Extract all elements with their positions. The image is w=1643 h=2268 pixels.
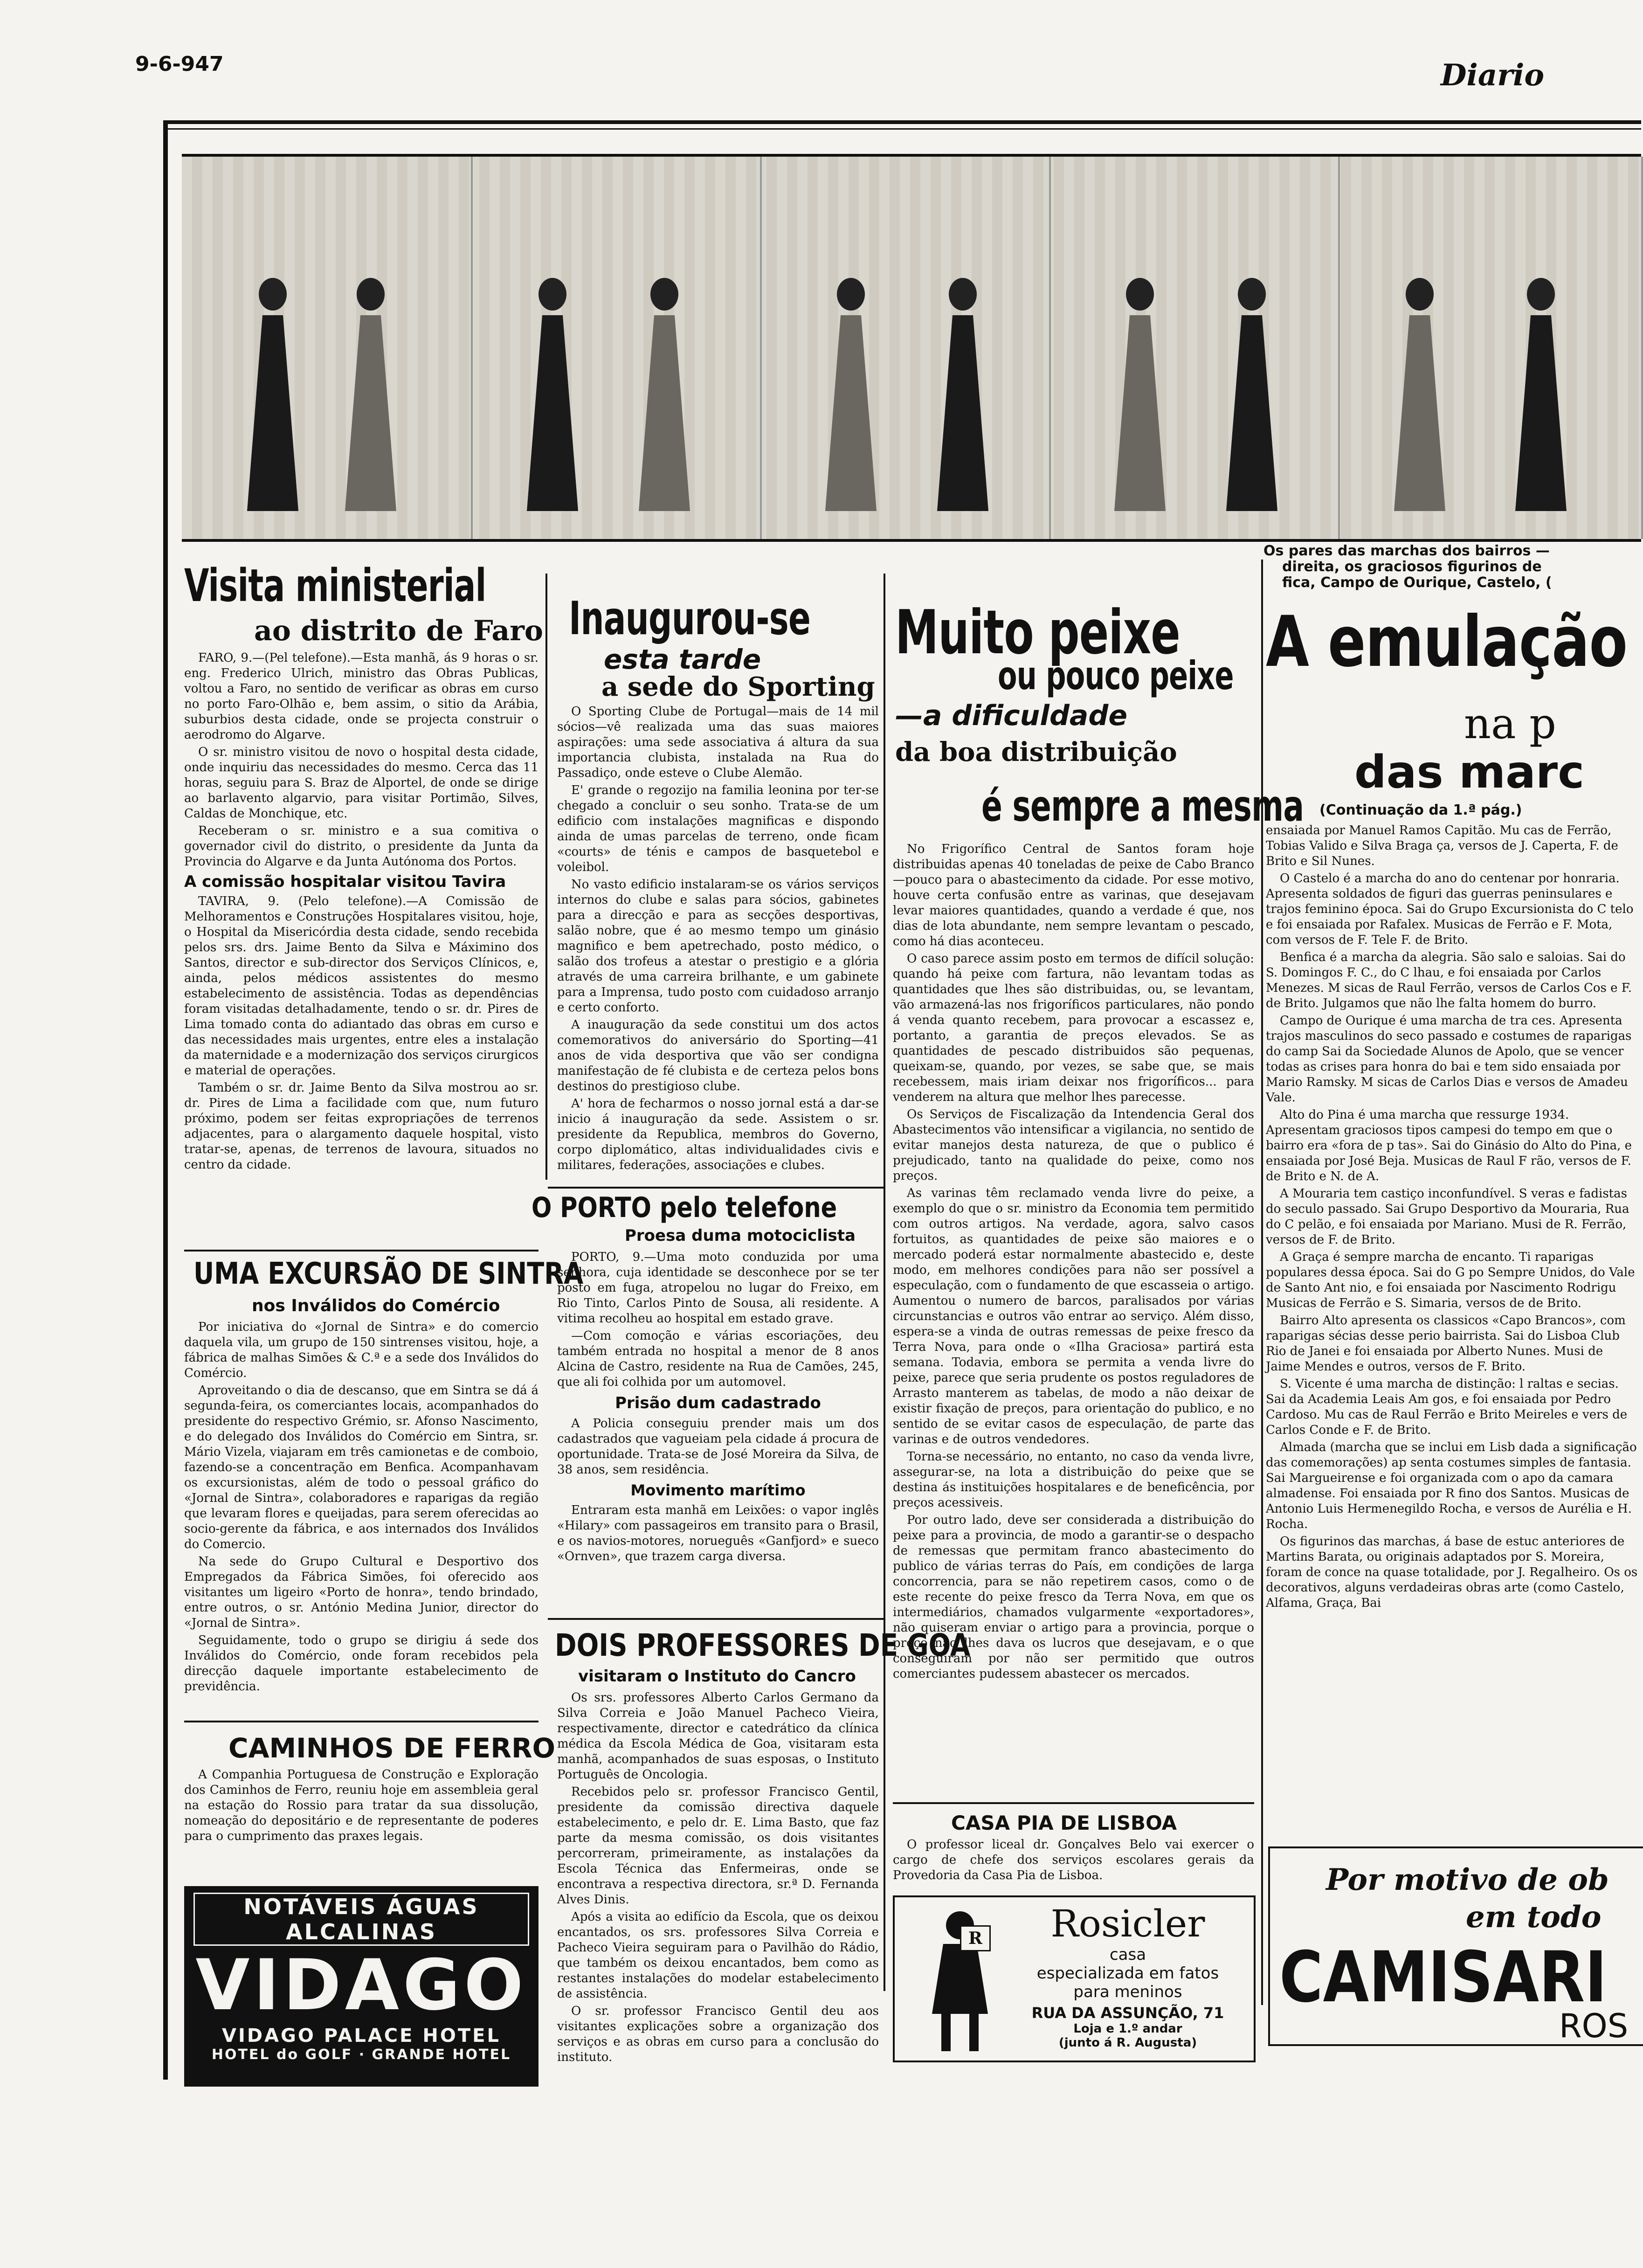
emulacao-body: ensaiada por Manuel Ramos Capitão. Mu cas de Ferrão, Tobias Valido e Silva Braga ça, versos de J. Caperta, F. de Brito e Sil Nunes. O Castelo é a marcha do ano do centenar por honraria. Apresenta soldados de figuri das guerras peninsulares e trajos feminino época. Sai do Grupo Excursionista do C telo e foi ensaiada por Rafalex. Musicas de Ferrão e F. Mota, com versos de F. Tele F. de Brito. Benfica é a marcha da alegria. São salo e saloias. Sai do S. Domingos F. C., do C lhau, e foi ensaiada por Carlos Menezes. M sicas de Raul Ferrão, versos de Carlos Cos e F. de Brito. Julgamos que não lhe falta homem do burro. Campo de Ourique é uma marcha de tra ces. Apresenta trajos masculinos do seco passado e costumes de raparigas do camp Sai da Sociedade Alunos de Apolo, que se vencer todas as crises para honra do bai e tem sido ensaiada por Mario Ramsky. M sicas de Carlos Dias e versos de Amadeu Vale. Alto do Pina é uma marcha que ressurge 1934. Apresentam graciosos tipos campesi do tempo em que o bairro era «fora de p tas». Sai do Ginásio do Alto do Pina, e ensaiada por José Beja. Musicas de Raul F rão, versos de F. de Brito e N. de A. A Mouraria tem castiço inconfundível. S veras e fadistas do seculo passado. Sai Grupo Desportivo da Mouraria, Rua do C pelão, e foi ensaiada por Mariano. Musi de R. Ferrão, versos de F. de Brito. A Graça é sempre marcha de encanto. Ti raparigas populares dessa época. Sai do G po Sempre Unidos, do Vale de Santo Ant nio, e foi ensaiada por Nascimento Rodrigu Musicas de Ferrão e S. Simaria, versos de de Brito. Bairro Alto apresenta os classicos «Capo Brancos», com raparigas sécias desse perio bairrista. Sai do Lisboa Club Rio de Janei e foi ensaiada por Alberto Nunes. Musi de Jaime Mendes e outros, versos de F. Brito. S. Vicente é uma marcha de distinção: l raltas e secias. Sai da Academia Leais Am gos, e foi ensaiada por Pedro Cardoso. Mu cas de Raul Ferrão e Brito Meireles e vers de Carlos Conde e F. de Brito. Almada (marcha que se inclui em Lisb dada a significação das comemorações) ap senta costumes simples de fantasia. Sai Margueirense e foi organizada com o apo da camara almadense. Foi ensaiada por R fino dos Santos. Musicas de Antonio Luis Hermenegildo Rocha, e versos de Aurélia e H. Rocha. Os figurinos das marchas, á base de estuc anteriores de Martins Barata, ou originais adaptados por S. Moreira, foram de conce na quase totalidade, por J. Regalheiro. Os os decorativos, alguns verdadeiras obras arte (como Castelo, Alfama, Graça, Bai [1266, 823, 1638, 1610]
porto-sub1: Proesa duma motociclista [625, 1226, 856, 1245]
camisaria-ad: Por motivo de ob em todo CAMISARI ROS [1268, 1846, 1643, 2046]
caminhos-body: A Companhia Portuguesa de Construção e Exploração dos Caminhos de Ferro, reuniu hoje em assembleia geral na estação do Rossio para tratar da sua dissolução, nomeação do depositário e de representante de poderes para o cumprimento das praxes legais. [184, 1768, 538, 1843]
porto-body: PORTO, 9.—Uma moto conduzida por uma senhora, cuja identidade se desconhece por se ter posto em fuga, atropelou no lugar do Freixo, em Rio Tinto, Carlos Pinto de Sousa, ali residente. A vitima recolheu ao hospital em estado grave. —Com comoção e várias escoriações, deu também entrada no hospital a menor de 8 anos Alcina de Castro, residente na Rua de Camões, 245, que ali foi colhida por um automovel. Prisão dum cadastrado A Policia conseguiu prender mais um dos cadastrados que vagueiam pela cidade á procura de oportunidade. Trata-se de José Moreira da Silva, de 38 anos, sem residência. Movimento marítimo Entraram esta manhã em Leixões: o vapor inglês «Hilary» com passageiros em transito para o Brasil, e os navios-motores, norueguês «Ganfjord» e sueco «Ornven», que trazem carga diversa. [557, 1250, 879, 1563]
masthead: Diario [1441, 58, 1544, 93]
inaugurou-subtitle1: esta tarde [604, 643, 761, 675]
peixe-title1: Muito peixe [895, 597, 1180, 668]
excursao-body: Por iniciativa do «Jornal de Sintra» e do comercio daquela vila, um grupo de 150 sintrenses visitou, hoje, a fábrica de malhas Simões & C.ª e a sede dos Inválidos do Comércio. Aproveitando o dia de descanso, que em Sintra se dá á segunda-feira, os comerciantes locais, acompanhados do presidente do respectivo Grémio, sr. Afonso Nascimento, e do delegado dos Inválidos do Comércio em Sintra, sr. Mário Vizela, viajaram em três camionetas e de comboio, fazendo-se a concentração em Benfica. Acompanhavam os excursionistas, além de todo o pessoal gráfico do «Jornal de Sintra», colaboradores e raparigas da região que levaram flores e queijadas, para serem oferecidas ao socio-gerente da fábrica, e aos internados dos Inválidos do Comercio. Na sede do Grupo Cultural e Desportivo dos Empregados da Fábrica Simões, foi oferecido aos visitantes um ligeiro «Porto de honra», tendo brindado, entre outros, o sr. António Medina Junior, director do «Jornal de Sintra». Seguidamente, todo o grupo se dirigiu á sede dos Inválidos do Comércio, onde foram recebidos pela direcção daquele importante estabelecimento de previdência. [184, 1320, 538, 1694]
emulacao-cont: (Continuação da 1.ª pág.) [1319, 802, 1522, 818]
rosicler-logo: R [960, 1925, 991, 1951]
peixe-title3: —a dificuldade [895, 699, 1128, 732]
visita-title: Visita ministerial [184, 560, 486, 612]
marchas-illustration [182, 154, 1641, 542]
porto-title: O PORTO pelo telefone [532, 1191, 837, 1224]
inaugurou-subtitle2: a sede do Sporting [601, 671, 875, 702]
peixe-body: No Frigorífico Central de Santos foram hoje distribuidas apenas 40 toneladas de peixe de Cabo Branco—pouco para o abastecimento da cidade. Por esse motivo, houve certa confusão entre as varinas, que desejavam levar maiores quantidades, quando a verdade é que, nos dias de lota abundante, nem sempre levantam o pescado, como há dias aconteceu. O caso parece assim posto em termos de difícil solução: quando há peixe com fartura, não levantam todas as quantidades que lhes são distribuidas, ou, se levantam, vão armazená-las nos frigoríficos particulares, não pondo á venda quanto recebem, para provocar a escassez e, portanto, a garantia de preços elevados. Se as quantidades de pescado distribuidos são pequenas, queixam-se, quando, por vezes, se sabe que, se mais recebessem, mais iriam deixar nos frigoríficos... para venderem na altura que melhor lhes parecesse. Os Serviços de Fiscalização da Intendencia Geral dos Abastecimentos vão intensificar a vigilancia, no sentido de evitar manejos desta natureza, de que o publico é prejudicado, tanto na qualidade do peixe, como nos preços. As varinas têm reclamado venda livre do peixe, a exemplo do que o sr. ministro da Economia tem permitido com outros artigos. Na verdade, agora, salvo casos fortuitos, as quantidades de peixe são maiores e o mercado poderá estar normalmente abastecido e, deste modo, em melhores condições para não ser possível a especulação, com o fundamento de que escasseia o artigo. Aumentou o numero de barcos, paralisados por várias circunstancias e outros vão entrar ao serviço. Além disso, espera-se a vinda de outras remessas de peixe fresco da Terra Nova, para onde o «Ilha Graciosa» partirá esta semana. Todavia, embora se permita a venda livre do peixe, parece que seria prudente os postos reguladores de Arrasto manterem as tabelas, de modo a não deixar de existir fixação de preços, para orientação do publico, e no sentido de se evitar casos de especulação, de parte das varinas e de outros vendedores. Torna-se necessário, no entanto, no caso da venda livre, assegurar-se, na lota a distribuição do peixe que se destina ás instituições hospitalares e de beneficência, por preços acessiveis. Por outro lado, deve ser considerada a distribuição do peixe para a provincia, de modo a garantir-se o despacho de remessas que permitam franco abastecimento do publico de várias terras do País, em condições de larga concorrencia, para se não repetirem casos, como o de este recente do peixe fresco da Terra Nova, em que os intermediários, chamados vulgarmente «exportadores», não quiseram enviar o artigo para a provincia, porque o preço não lhes dava os lucros que desejavam, e o que conseguiram por não ser permitido que outros comerciantes pudessem abastecer os mercados. [893, 842, 1254, 1681]
left-border [163, 121, 168, 2080]
peixe-title2: ou pouco peixe [998, 653, 1234, 698]
visita-body: FARO, 9.—(Pel telefone).—Esta manhã, ás 9 horas o sr. eng. Frederico Ulrich, ministro das Obras Publicas, voltou a Faro, no sentido de verificar as obras em curso no porto Faro-Olhão e, bem assim, o sitio da Arábia, suburbios desta cidade, onde se projecta construir o aerodromo do Algarve. O sr. ministro visitou de novo o hospital desta cidade, onde inquiriu das necessidades do mesmo. Cerca das 11 horas, seguiu para S. Braz de Alportel, de onde se dirige ao barlavento algarvio, para visitar Portimão, Silves, Caldas de Monchique, etc. Receberam o sr. ministro e a sua comitiva o governador civil do distrito, o presidente da Junta da Provincia do Algarve e da Junta Autónoma dos Portos. A comissão hospitalar visitou Tavira TAVIRA, 9. (Pelo telefone).—A Comissão de Melhoramentos e Construções Hospitalares visitou, hoje, o Hospital da Misericórdia desta cidade, sendo recebida pelos srs. drs. Jaime Bento da Silva e Máximino dos Santos, director e sub-director dos Serviços Clínicos, e, ainda, pelos médicos assistentes do mesmo estabelecimento de assistência. Todas as dependências foram visitadas detalhadamente, tendo o sr. dr. Pires de Lima tomado conta do adiantado das obras em curso e das necessidades mais urgentes, entre eles a instalação da maternidade e a modernização dos serviços cirurgicos e material de operações. Também o sr. dr. Jaime Bento da Silva mostrou ao sr. dr. Pires de Lima a facilidade com que, num futuro próximo, podem ser feitas expropriações de terrenos adjacentes, para o alargamento daquele hospital, visto tratar-se, apenas, de terrenos de lavoura, situados no centro da cidade. [184, 651, 538, 1172]
peixe-title5: é sempre a mesma [981, 781, 1304, 831]
casapia-body: O professor liceal dr. Gonçalves Belo vai exercer o cargo de chefe dos serviços escolares gerais da Provedoria da Casa Pia de Lisboa. [893, 1838, 1254, 1882]
goa-subtitle: visitaram o Instituto do Cancro [578, 1667, 856, 1686]
emulacao-title1: A emulação [1266, 602, 1628, 683]
visita-subtitle: ao distrito de Faro [254, 615, 543, 647]
sporting-body: O Sporting Clube de Portugal—mais de 14 mil sócios—vê realizada uma das suas maiores aspirações: uma sede associativa á altura da sua importancia clubista, instalada na Rua do Passadiço, onde esteve o Clube Alemão. E' grande o regozijo na familia leonina por ter-se chegado a concluir o seu sonho. Trata-se de um edificio com instalações magnificas e dispondo ainda de umas parcelas de terreno, onde ficam «courts» de ténis e campos de basquetebol e voleibol. No vasto edificio instalaram-se os vários serviços internos do clube e salas para sócios, gabinetes para a direcção e para as secções desportivas, salão nobre, que é ao mesmo tempo um ginásio magnifico e bem apetrechado, posto médico, o salão dos trofeus a atestar o prestigio e a glória através de uma carreira brilhante, e um gabinete para a Imprensa, tudo posto com cuidadoso arranjo e certo conforto. A inauguração da sede constitui um dos actos comemorativos do aniversário do Sporting—41 anos de vida desportiva que vão ser condigna manifestação de fé clubista e de certeza pelos bons destinos do prestigioso clube. A' hora de fecharmos o nosso jornal está a dar-se inicio á inauguração da sede. Assistem o sr. presidente da Republica, membros do Governo, corpo diplomático, altas individualidades civis e militares, federações, associações e clubes. [557, 705, 879, 1172]
peixe-title4: da boa distribuição [895, 737, 1177, 768]
excursao-title: UMA EXCURSÃO DE SINTRA [193, 1257, 584, 1291]
inaugurou-title: Inaugurou-se [569, 592, 810, 645]
issue-date: 9-6-947 [135, 52, 224, 76]
header-rule [163, 120, 1641, 124]
vidago-ad: NOTÁVEIS ÁGUAS ALCALINAS VIDAGO VIDAGO PALACE HOTEL HOTEL do GOLF · GRANDE HOTEL [184, 1886, 538, 2087]
caminhos-title: CAMINHOS DE FERRO [228, 1732, 555, 1764]
tavira-subhead: A comissão hospitalar visitou Tavira [184, 872, 506, 891]
casapia-title: CASA PIA DE LISBOA [951, 1812, 1177, 1834]
rosicler-ad: R Rosicler casa especializada em fatos para meninos RUA DA ASSUNÇÃO, 71 Loja e 1.º andar (junto á R. Augusta) [893, 1895, 1256, 2062]
emulacao-title3: das marc [1354, 746, 1585, 798]
goa-title: DOIS PROFESSORES DE GOA [555, 1627, 971, 1663]
header-rule-thin [163, 128, 1641, 130]
excursao-subtitle: nos Inválidos do Comércio [252, 1296, 500, 1315]
goa-body: Os srs. professores Alberto Carlos Germano da Silva Correia e João Manuel Pacheco Vieira, respectivamente, director e catedrático da clínica médica da Escola Médica de Goa, visitaram esta manhã, acompanhados de suas esposas, o Instituto Português de Oncologia. Recebidos pelo sr. professor Francisco Gentil, presidente da comissão directiva daquele estabelecimento, e pelo dr. E. Lima Basto, que faz parte da mesma comissão, os dois visitantes percorreram, primeiramente, as instalações da Escola Técnica das Enfermeiras, onde se encontrava a respectiva directora, sr.ª D. Fernanda Alves Dinis. Após a visita ao edifício da Escola, que os deixou encantados, os srs. professores Silva Correia e Pacheco Vieira seguiram para o Pavilhão do Rádio, que também os deixou encantados, bem como as restantes instalações do modelar estabelecimento de assistência. O sr. professor Francisco Gentil deu aos visitantes explicações sobre a organização dos serviços e as obras em curso para a conclusão do instituto. [557, 1691, 879, 2064]
emulacao-title2: na p [1464, 699, 1556, 748]
illustration-caption: Os pares das marchas dos bairros — direita, os graciosos figurinos de fica, Campo de Ourique, Castelo, ( [1263, 543, 1552, 591]
